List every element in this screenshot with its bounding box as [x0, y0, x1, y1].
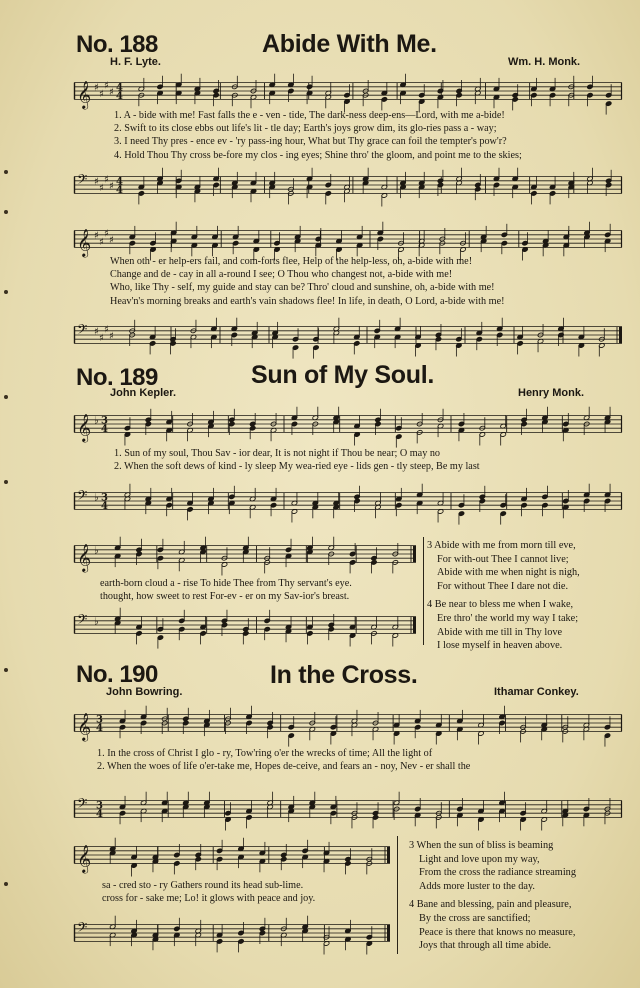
binding-mark: [4, 882, 8, 886]
verse-line: Ere thro' the world my way I take;: [437, 612, 579, 624]
svg-text:4: 4: [101, 423, 108, 435]
lyric-line: cross for - sake me; Lo! it glows with peace and joy.: [102, 893, 316, 905]
hymn-number: No. 188: [76, 31, 158, 58]
verse-line: From the cross the radiance streaming: [419, 867, 576, 879]
svg-text:𝄢: 𝄢: [77, 611, 88, 631]
svg-text:4: 4: [116, 90, 123, 102]
svg-text:♯: ♯: [109, 86, 114, 98]
binding-mark: [4, 668, 8, 672]
verse-line: Abide with me when night is nigh,: [437, 567, 580, 579]
svg-text:4: 4: [96, 722, 103, 734]
svg-text:𝄢: 𝄢: [77, 487, 88, 507]
svg-text:♭: ♭: [94, 545, 99, 557]
svg-text:♯: ♯: [104, 228, 109, 240]
svg-text:3: 3: [96, 800, 103, 812]
verse-line: For without Thee I dare not die.: [437, 580, 569, 592]
svg-text:♯: ♯: [104, 324, 109, 336]
verse-line: For with-out Thee I cannot live;: [437, 553, 569, 565]
lyric-line: thought, how sweet to rest For-ev - er on my Sav-ior's breast.: [100, 591, 350, 603]
treble-staff: [74, 706, 622, 740]
lyric-line: 4. Hold Thou Thy cross be-fore my clos - ing eyes; Shine thro' the gloom, and point me to the skies;: [114, 149, 522, 161]
svg-text:4: 4: [116, 82, 123, 94]
bass-staff: [74, 792, 622, 826]
lyric-line: 1. Sun of my soul, Thou Sav - ior dear, It is not night if Thou be near; O may no: [114, 448, 441, 459]
hymn-title: Sun of My Soul.: [251, 361, 434, 389]
hymn-number: No. 189: [76, 364, 158, 391]
svg-text:♯: ♯: [94, 82, 99, 94]
binding-mark: [4, 395, 8, 399]
lyric-line: 2. When the soft dews of kind - ly sleep My wea-ried eye - lids gen - tly steep, Be my last: [114, 461, 480, 473]
svg-text:♯: ♯: [94, 176, 99, 188]
refrain-lyrics: [102, 879, 315, 905]
composer: Ithamar Conkey.: [494, 686, 579, 698]
composer: Wm. H. Monk.: [508, 56, 581, 68]
verse-line: 4 Be near to bless me when I wake,: [427, 599, 574, 611]
bass-staff: [74, 484, 622, 518]
svg-text:♯: ♯: [94, 230, 99, 242]
svg-text:♯: ♯: [99, 88, 104, 100]
side-verses: [409, 839, 576, 953]
lyricist: John Bowring.: [106, 686, 183, 698]
svg-text:4: 4: [116, 184, 123, 196]
lyricist: H. F. Lyte.: [110, 56, 161, 68]
svg-text:4: 4: [101, 500, 108, 512]
refrain-lyrics: [110, 255, 505, 308]
lyric-line: 3. I need Thy pres - ence ev - 'ry pass-ing hour, What but Thy grace can foil the tempter's pow'r?: [114, 136, 507, 148]
verse-lyrics: [97, 747, 470, 773]
verse-line: By the cross are sanctified;: [419, 912, 531, 924]
treble-staff: [74, 537, 416, 571]
verse-line: 3 When the sun of bliss is beaming: [409, 840, 554, 851]
verse-line: 3 Abide with me from morn till eve,: [427, 540, 576, 551]
svg-text:𝄢: 𝄢: [77, 919, 88, 939]
lyric-line: Heav'n's morning breaks and earth's vain shadows flee! In life, in death, O Lord, a-bide with me!: [110, 295, 505, 307]
svg-text:𝄢: 𝄢: [77, 795, 88, 815]
verse-line: 4 Bane and blessing, pain and pleasure,: [409, 899, 572, 911]
lyric-line: 2. When the woes of life o'er-take me, Hopes de-ceive, and fears an - noy, Nev - er shall the: [97, 761, 471, 773]
svg-text:𝄢: 𝄢: [77, 321, 88, 341]
svg-text:𝄞: 𝄞: [77, 844, 92, 873]
divider: [423, 537, 424, 645]
verse-line: Joys that through all time abide.: [419, 940, 552, 952]
hymn-title: In the Cross.: [270, 661, 418, 689]
lyric-line: 2. Swift to its close ebbs out life's lit - tle day; Earth's joys grow dim, its glo-ries pass a - way;: [114, 123, 497, 135]
lyric-line: 1. A - bide with me! Fast falls the e - ven - tide, The dark-ness deep-ens—Lord, with me a-bide!: [114, 110, 505, 121]
verse-line: Abide with me till in Thy love: [437, 626, 563, 638]
svg-text:♯: ♯: [109, 330, 114, 342]
side-verses: [427, 539, 580, 653]
bass-staff: [74, 916, 390, 950]
bass-staff: [74, 168, 622, 202]
svg-text:♯: ♯: [109, 234, 114, 246]
svg-text:♯: ♯: [99, 182, 104, 194]
svg-text:4: 4: [96, 808, 103, 820]
svg-text:♭: ♭: [94, 492, 99, 504]
svg-text:𝄞: 𝄞: [77, 543, 92, 572]
treble-staff: [74, 404, 622, 444]
verse-lyrics: [114, 447, 480, 473]
svg-text:♯: ♯: [109, 180, 114, 192]
verse-line: I lose myself in heaven above.: [437, 640, 563, 652]
svg-text:𝄞: 𝄞: [77, 228, 92, 257]
lyric-line: earth-born cloud a - rise To hide Thee from Thy servant's eye.: [100, 578, 352, 589]
divider: [397, 836, 398, 954]
svg-text:𝄞: 𝄞: [77, 80, 92, 109]
svg-text:𝄢: 𝄢: [77, 171, 88, 191]
binding-mark: [4, 480, 8, 484]
svg-text:𝄞: 𝄞: [77, 413, 92, 442]
binding-mark: [4, 210, 8, 214]
verse-line: Light and love upon my way,: [419, 853, 540, 865]
treble-staff: [74, 220, 622, 258]
svg-text:4: 4: [116, 176, 123, 188]
lyric-line: 1. In the cross of Christ I glo - ry, Tow'ring o'er the wrecks of time; All the light of: [97, 748, 433, 759]
treble-staff: [74, 68, 622, 114]
lyricist: John Kepler.: [110, 387, 177, 399]
lyric-line: Change and de - cay in all a-round I see; O Thou who changest not, a-bide with me!: [110, 269, 453, 281]
verse-line: Peace is there that knows no measure,: [419, 926, 576, 938]
svg-text:𝄞: 𝄞: [77, 712, 92, 741]
hymn-number: No. 190: [76, 661, 158, 688]
svg-text:♭: ♭: [94, 415, 99, 427]
svg-text:3: 3: [101, 492, 108, 504]
treble-staff: [74, 838, 390, 872]
svg-text:♯: ♯: [104, 80, 109, 92]
lyric-line: When oth - er help-ers fail, and com-forts flee, Help of the help-less, oh, a-bide with me!: [110, 256, 473, 267]
composer: Henry Monk.: [518, 387, 585, 399]
bass-staff: [74, 318, 622, 352]
lyric-line: Who, like Thy - self, my guide and stay can be? Thro' cloud and sunshine, oh, a-bide with me!: [110, 282, 495, 294]
binding-mark: [4, 290, 8, 294]
bass-staff: [74, 608, 416, 642]
svg-text:3: 3: [101, 415, 108, 427]
svg-text:♯: ♯: [94, 326, 99, 338]
binding-mark: [4, 170, 8, 174]
verse-lyrics: [114, 109, 522, 162]
refrain-lyrics: [100, 577, 352, 603]
svg-text:♯: ♯: [99, 236, 104, 248]
verse-line: Adds more luster to the day.: [419, 880, 536, 892]
hymn-title: Abide With Me.: [262, 30, 437, 58]
svg-text:♯: ♯: [104, 174, 109, 186]
svg-text:3: 3: [96, 714, 103, 726]
svg-text:♭: ♭: [94, 616, 99, 628]
svg-text:♯: ♯: [99, 332, 104, 344]
lyric-line: sa - cred sto - ry Gathers round its head sub-lime.: [102, 880, 304, 891]
